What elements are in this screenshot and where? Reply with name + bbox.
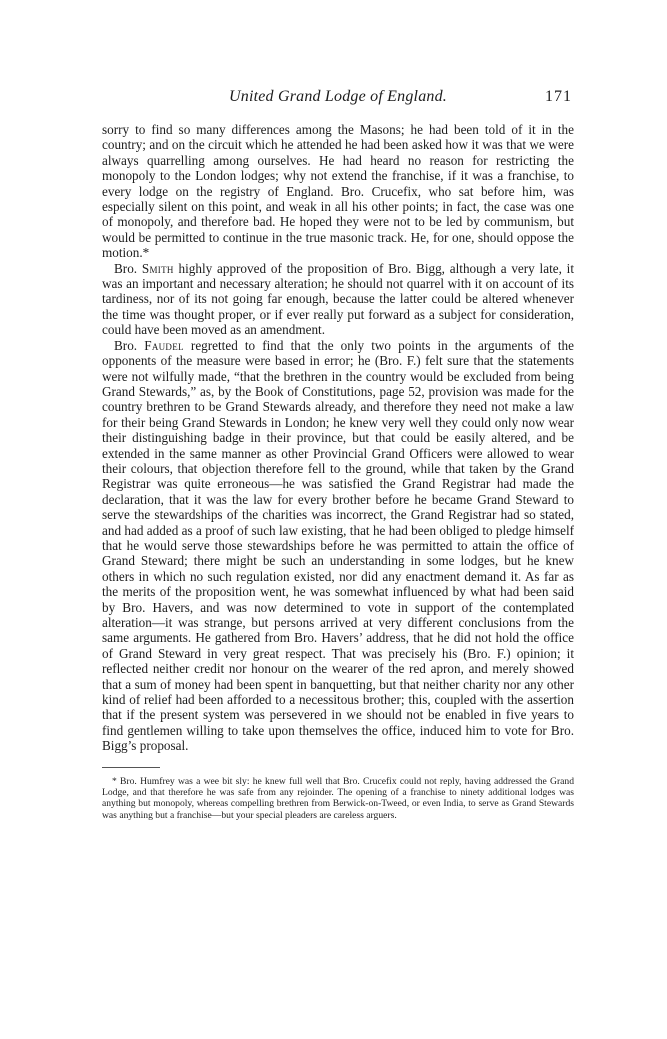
speaker-name-faudel: Faudel bbox=[144, 337, 184, 353]
paragraph-2-lead: Bro. bbox=[114, 260, 142, 276]
paragraph-2-text: highly approved of the proposition of Bro. Bigg, although a very late, it was an important and necessary alteration; he should not quarrel with it on account of its tardiness, nor of its not going far enough, because the latter could be altered whenever the time was thought proper, or if ever really put forward as a subject for consideration, could have been moved as an amendment. bbox=[102, 260, 575, 338]
paragraph-1: sorry to find so many differences among the Masons; he had been told of it in the country; and on the circuit which he attended he had been asked how it was that we were always quarrelling among ourselves. He had heard no reason for restricting the monopoly to the London lodges; why not extend the franchise, if it was a franchise, to every lodge on the registry of England. Bro. Crucefix, who sat before him, was especially silent on this point, and weak in all his other points; in fact, the case was one of monopoly, and therefore bad. He hoped they were not to be led by communism, but would be permitted to continue in the true masonic track. He, for one, should oppose the motion.* bbox=[102, 122, 574, 261]
footnote: * Bro. Humfrey was a wee bit sly: he knew full well that Bro. Crucefix could not reply, having addressed the Grand Lodge, and that therefore he was safe from any rejoinder. The opening of a franchise to ninety additional lodges was anything but monopoly, whereas compelling brethren from Berwick-on-Tweed, or even India, to serve as Grand Stewards was anything but a franchise—but your special pleaders are careless arguers. bbox=[102, 775, 574, 821]
paragraph-3-text: regretted to find that the only two points in the arguments of the opponents of the measure were based in error; he (Bro. F.) felt sure that the statements were not wilfully made, “that the brethren in the country would be excluded from being Grand Stewards,” as, by the Book of Constitutions, page 52, provision was made for the country brethren to be Grand Stewards already, and therefore they need not make a law for their being Grand Stewards in London; he knew very well they could only now wear their distinguishing badge in their province, but that could be easily altered, and be extended in the same manner as other Provincial Grand Officers were allowed to wear their colours, that objection therefore fell to the ground, while that taken by the Grand Registrar was quite erroneous—he was satisfied the Grand Registrar had made the declaration, that it was the law for every brother before he became Grand Steward to serve the stewardships of the charities was incorrect, the Grand Registrar had so stated, and had added as a proof of such law existing, that he had been obliged to pledge himself that he would serve those stewardships before he was permitted to attain the office of Grand Steward; there might be such an understanding in some lodges, but he knew others in which no such regulation existed, nor did any enactment demand it. As far as the merits of the proposition went, he was somewhat influenced by what had been said by Bro. Havers, and was now determined to vote in support of the contemplated alteration—it was strange, but persons arrived at very different conclusions from the same arguments. He gathered from Bro. Havers’ address, that he did not hold the office of Grand Steward in very great respect. That was precisely his (Bro. F.) opinion; it reflected neither credit nor honour on the wearer of the red apron, and merely showed that a sum of money had been spent in banquetting, but that neither charity nor any other kind of relief had been afforded to a necessitous brother; this, coupled with the assertion that if the present system was persevered in we should not be enabled in five years to find gentlemen willing to take upon themselves the office, induced him to vote for Bro. Bigg’s proposal. bbox=[102, 337, 575, 754]
running-head bbox=[102, 88, 574, 112]
paragraph-3 bbox=[102, 338, 574, 754]
page-number: 171 bbox=[545, 88, 572, 105]
running-title: United Grand Lodge of England. bbox=[229, 88, 447, 105]
body-text bbox=[102, 122, 574, 754]
paragraph-2 bbox=[102, 261, 574, 338]
speaker-name-smith: Smith bbox=[141, 260, 174, 276]
footnote-rule bbox=[102, 767, 160, 768]
paragraph-3-lead: Bro. bbox=[114, 337, 145, 353]
book-page bbox=[102, 88, 574, 821]
